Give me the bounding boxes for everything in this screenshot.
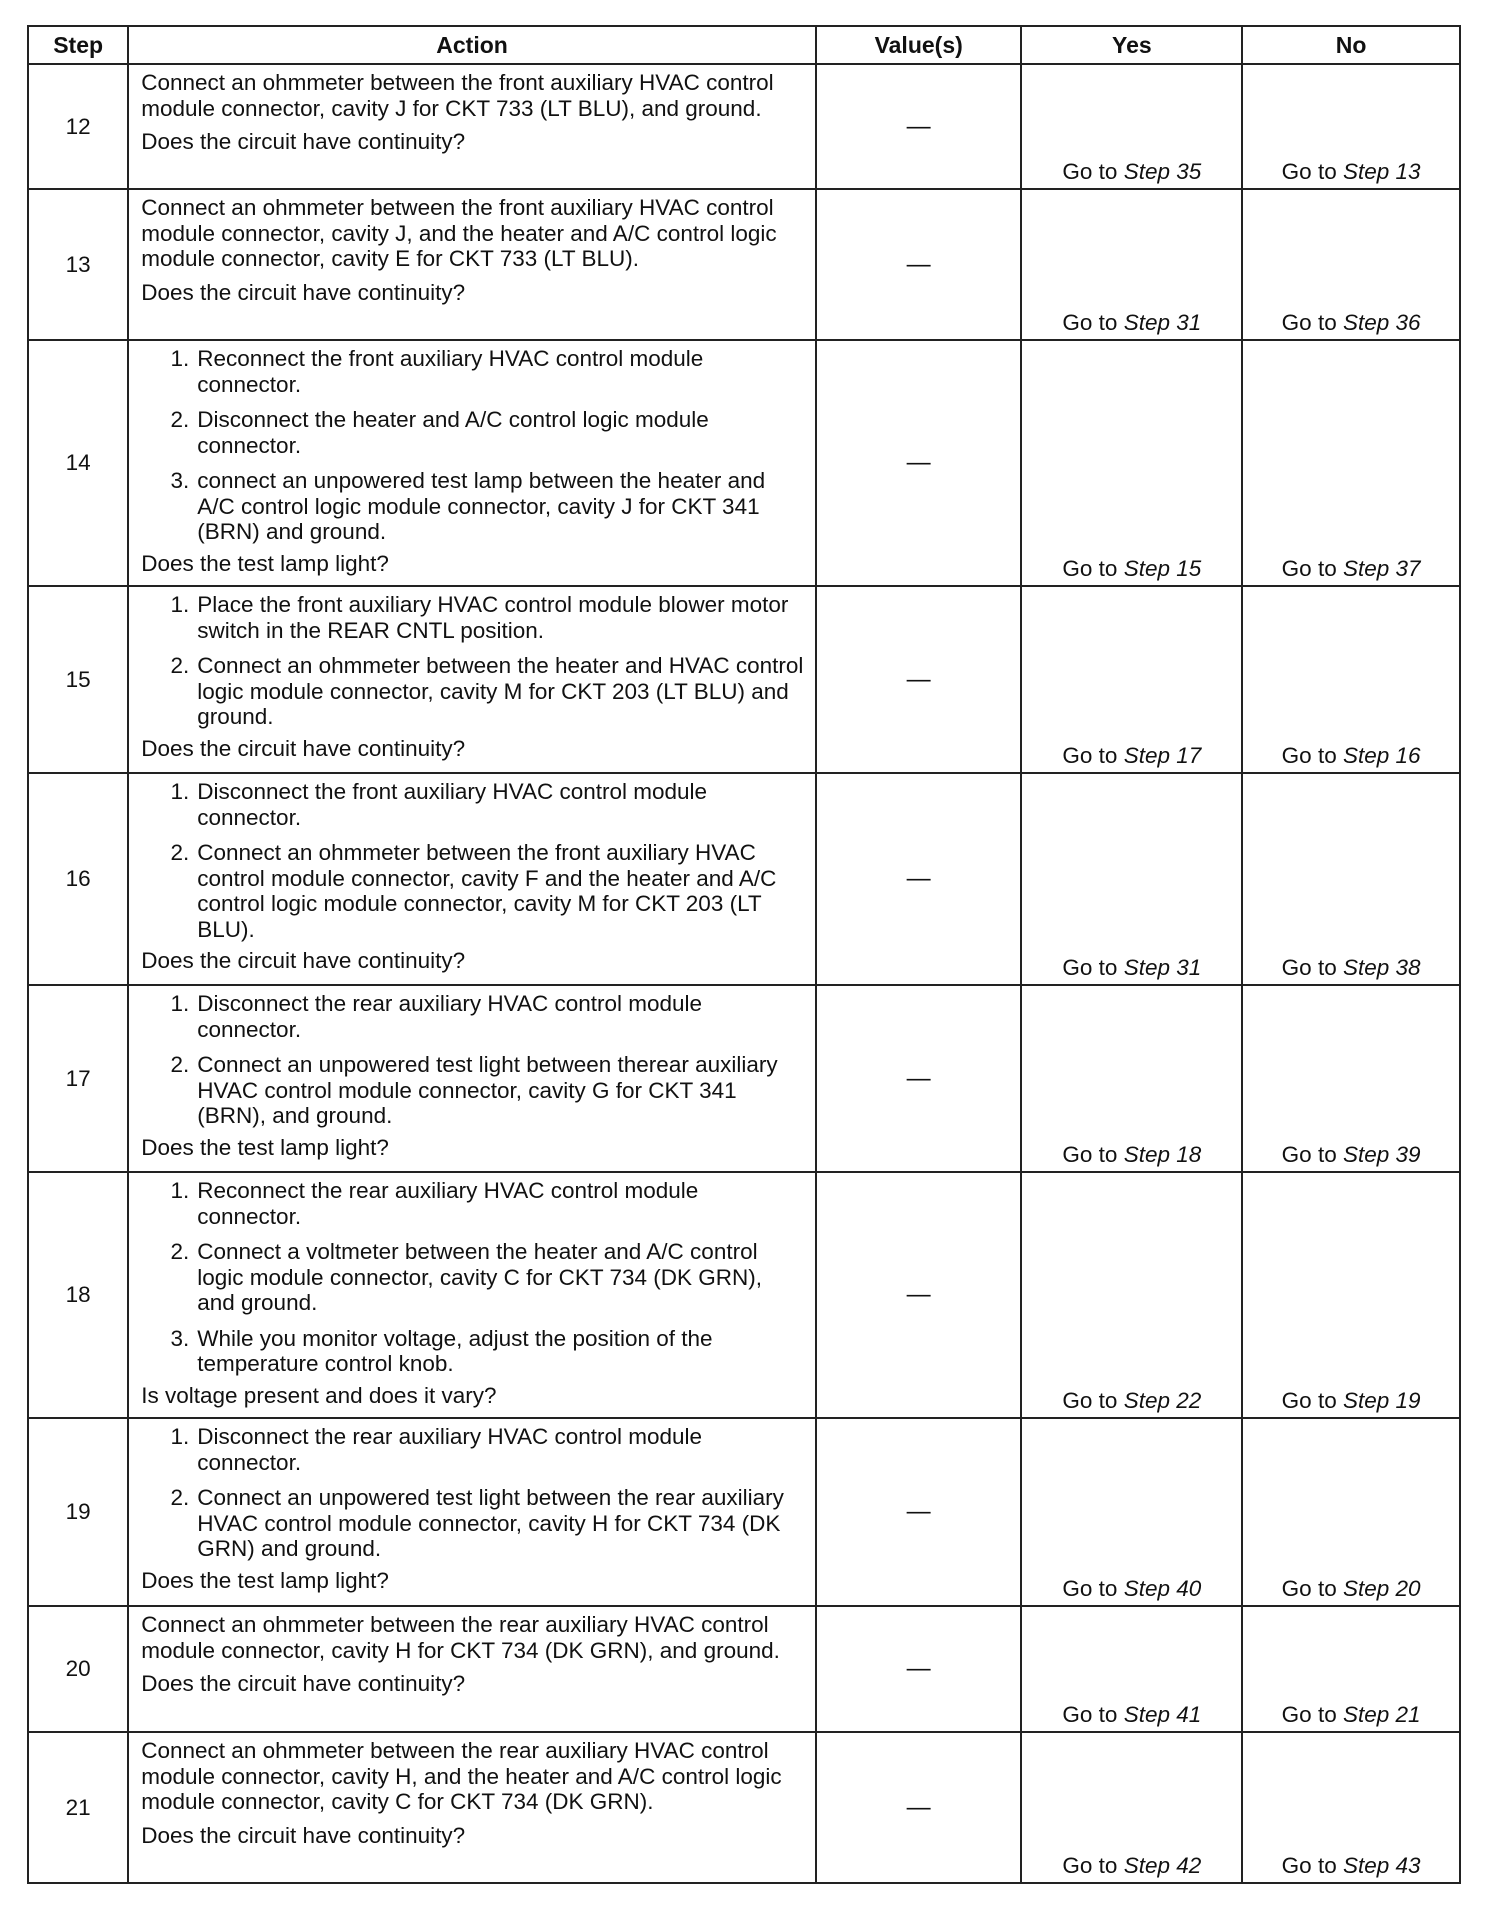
value-cell: — (816, 1172, 1022, 1418)
action-step-number: 2. (170, 407, 190, 432)
step-word: Step (1342, 1852, 1390, 1878)
action-step-number: 1. (170, 592, 190, 617)
action-step-item (141, 1424, 805, 1475)
header-no: No (1242, 26, 1460, 64)
no-cell (1242, 1732, 1460, 1883)
yes-cell (1021, 340, 1242, 586)
go-to-yes-link[interactable] (1062, 556, 1201, 581)
action-step-number: 1. (170, 346, 190, 371)
yes-cell (1021, 773, 1242, 985)
step-number: 15 (28, 586, 128, 773)
value-cell: — (816, 189, 1022, 340)
go-to-prefix: Go to (1062, 742, 1118, 768)
no-cell (1242, 985, 1460, 1172)
step-word: Step (1123, 1387, 1170, 1413)
step-word: Step (1123, 1852, 1170, 1878)
go-to-no-link[interactable] (1282, 1576, 1421, 1601)
table-row (28, 64, 1460, 189)
action-instruction: Connect an ohmmeter between the front auxiliary HVAC control module connector, cavity J, and the heater and A/C control logic module connector, cavity E for CKT 733 (LT BLU). (141, 195, 777, 271)
step-number: 18 (28, 1172, 128, 1418)
value-cell: — (816, 586, 1022, 773)
value-cell: — (816, 64, 1022, 189)
go-to-no-link[interactable] (1282, 1142, 1421, 1167)
table-row (28, 1732, 1460, 1883)
action-cell (128, 1418, 816, 1606)
action-question: Does the circuit have continuity? (141, 735, 466, 761)
target-step-number: 42 (1176, 1852, 1202, 1878)
action-cell (128, 340, 816, 586)
go-to-prefix: Go to (1062, 309, 1118, 335)
go-to-yes-link[interactable] (1062, 743, 1201, 768)
go-to-prefix: Go to (1062, 954, 1118, 980)
step-word: Step (1123, 158, 1170, 184)
go-to-prefix: Go to (1281, 742, 1337, 768)
action-steps-list (141, 346, 805, 545)
value-cell: — (816, 1732, 1022, 1883)
action-instruction: Connect an ohmmeter between the rear auxiliary HVAC control module connector, cavity H for CKT 734 (DK GRN), and ground. (141, 1612, 780, 1663)
action-step-text: Place the front auxiliary HVAC control module blower motor switch in the REAR CNTL position. (197, 592, 789, 643)
action-steps-list (141, 1424, 805, 1562)
action-question: Does the circuit have continuity? (141, 948, 466, 973)
go-to-prefix: Go to (1281, 158, 1337, 184)
action-question: Does the test lamp light? (141, 550, 389, 576)
header-action: Action (128, 26, 816, 64)
go-to-step-ref (1343, 310, 1421, 335)
action-step-text: Reconnect the rear auxiliary HVAC control module connector. (197, 1178, 699, 1229)
go-to-no-link[interactable] (1282, 1388, 1421, 1413)
target-step-number: 15 (1176, 555, 1202, 581)
go-to-prefix: Go to (1062, 1575, 1118, 1601)
go-to-step-ref (1124, 1142, 1202, 1167)
table-row (28, 340, 1460, 586)
header-step: Step (28, 26, 128, 64)
action-step-item (141, 468, 805, 545)
action-step-item (141, 1485, 805, 1562)
go-to-prefix: Go to (1281, 1387, 1337, 1413)
action-steps-list (141, 991, 805, 1129)
go-to-yes-link[interactable] (1062, 159, 1201, 184)
step-number: 17 (28, 985, 128, 1172)
action-steps-list (141, 779, 805, 942)
action-steps-list (141, 592, 805, 730)
header-yes: Yes (1021, 26, 1242, 64)
step-number: 14 (28, 340, 128, 586)
diagnostic-table (27, 25, 1461, 1884)
target-step-number: 17 (1176, 742, 1202, 768)
action-step-text: Connect an unpowered test light between the rear auxiliary HVAC control module connector, cavity H for CKT 734 (DK GRN) and ground. (197, 1485, 784, 1561)
action-question: Does the test lamp light? (141, 1134, 389, 1160)
action-step-number: 1. (170, 991, 190, 1016)
step-number: 20 (28, 1606, 128, 1732)
action-step-item (141, 653, 805, 730)
action-cell (128, 1172, 816, 1418)
action-steps-list (141, 1178, 805, 1377)
step-word: Step (1342, 555, 1390, 581)
value-cell: — (816, 340, 1022, 586)
action-step-item (141, 1052, 805, 1129)
action-cell (128, 189, 816, 340)
go-to-prefix: Go to (1062, 158, 1118, 184)
go-to-step-ref (1343, 556, 1421, 581)
no-cell (1242, 586, 1460, 773)
target-step-number: 31 (1176, 309, 1202, 335)
go-to-prefix: Go to (1281, 1701, 1337, 1727)
target-step-number: 19 (1395, 1387, 1421, 1413)
action-step-text: connect an unpowered test lamp between the heater and A/C control logic module connector, cavity J for CKT 341 (BRN) and ground. (197, 468, 766, 544)
yes-cell (1021, 586, 1242, 773)
no-cell (1242, 1418, 1460, 1606)
table-row (28, 1606, 1460, 1732)
target-step-number: 21 (1395, 1701, 1421, 1727)
table-row (28, 985, 1460, 1172)
no-cell (1242, 64, 1460, 189)
action-cell (128, 1732, 816, 1883)
step-word: Step (1123, 309, 1170, 335)
value-cell: — (816, 1606, 1022, 1732)
target-step-number: 40 (1176, 1575, 1202, 1601)
go-to-step-ref (1343, 955, 1421, 980)
target-step-number: 22 (1176, 1387, 1202, 1413)
header-row (28, 26, 1460, 64)
action-step-text: Connect a voltmeter between the heater and A/C control logic module connector, cavity C for CKT 734 (DK GRN), and ground. (197, 1239, 763, 1315)
go-to-prefix: Go to (1281, 1575, 1337, 1601)
action-step-text: Disconnect the heater and A/C control logic module connector. (197, 407, 709, 458)
value-cell: — (816, 1418, 1022, 1606)
action-step-text: Disconnect the front auxiliary HVAC control module connector. (197, 779, 708, 830)
action-instruction: Connect an ohmmeter between the rear auxiliary HVAC control module connector, cavity H, and the heater and A/C control logic module connector, cavity C for CKT 734 (DK GRN). (141, 1738, 782, 1814)
go-to-prefix: Go to (1281, 309, 1337, 335)
step-number: 19 (28, 1418, 128, 1606)
step-word: Step (1123, 1141, 1170, 1167)
go-to-step-ref (1124, 1576, 1202, 1601)
go-to-prefix: Go to (1062, 1701, 1118, 1727)
action-step-text: Connect an ohmmeter between the front auxiliary HVAC control module connector, cavity F and the heater and A/C control logic module connector, cavity M for CKT 203 (LT BLU). (197, 840, 777, 942)
action-step-number: 2. (170, 1485, 190, 1510)
action-step-number: 2. (170, 840, 190, 865)
action-cell (128, 64, 816, 189)
go-to-step-ref (1124, 743, 1202, 768)
step-word: Step (1342, 1575, 1390, 1601)
action-cell (128, 773, 816, 985)
go-to-no-link[interactable] (1282, 1702, 1421, 1727)
action-question: Is voltage present and does it vary? (141, 1382, 497, 1408)
action-step-item (141, 1178, 805, 1229)
go-to-step-ref (1124, 1853, 1202, 1878)
step-word: Step (1342, 158, 1390, 184)
step-number: 13 (28, 189, 128, 340)
target-step-number: 38 (1395, 954, 1421, 980)
yes-cell (1021, 189, 1242, 340)
go-to-yes-link[interactable] (1062, 1853, 1201, 1878)
no-cell (1242, 340, 1460, 586)
yes-cell (1021, 985, 1242, 1172)
action-step-item (141, 346, 805, 397)
target-step-number: 31 (1176, 954, 1202, 980)
go-to-prefix: Go to (1062, 1387, 1118, 1413)
action-instruction: Connect an ohmmeter between the front auxiliary HVAC control module connector, cavity J for CKT 733 (LT BLU), and ground. (141, 70, 774, 121)
yes-cell (1021, 1606, 1242, 1732)
action-cell (128, 985, 816, 1172)
go-to-yes-link[interactable] (1062, 1142, 1201, 1167)
go-to-yes-link[interactable] (1062, 1702, 1201, 1727)
step-word: Step (1342, 1387, 1390, 1413)
step-word: Step (1342, 1701, 1390, 1727)
no-cell (1242, 189, 1460, 340)
table-row (28, 1418, 1460, 1606)
go-to-step-ref (1124, 310, 1202, 335)
go-to-no-link[interactable] (1282, 556, 1421, 581)
action-cell (128, 1606, 816, 1732)
action-step-number: 2. (170, 1239, 190, 1264)
no-cell (1242, 1172, 1460, 1418)
target-step-number: 36 (1395, 309, 1421, 335)
target-step-number: 41 (1176, 1701, 1202, 1727)
go-to-no-link[interactable] (1282, 159, 1421, 184)
action-step-item (141, 840, 805, 942)
target-step-number: 16 (1395, 742, 1421, 768)
go-to-no-link[interactable] (1282, 955, 1421, 980)
action-step-number: 3. (170, 1325, 190, 1351)
go-to-step-ref (1124, 1702, 1202, 1727)
target-step-number: 35 (1176, 158, 1202, 184)
action-step-number: 1. (170, 779, 190, 804)
action-step-item (141, 592, 805, 643)
yes-cell (1021, 1418, 1242, 1606)
step-word: Step (1123, 954, 1170, 980)
action-step-item (141, 779, 805, 830)
header-values: Value(s) (816, 26, 1022, 64)
go-to-prefix: Go to (1281, 555, 1337, 581)
action-step-number: 2. (170, 653, 190, 678)
table-row (28, 1172, 1460, 1418)
no-cell (1242, 773, 1460, 985)
action-step-text: While you monitor voltage, adjust the position of the temperature control knob. (197, 1325, 713, 1376)
go-to-prefix: Go to (1062, 1852, 1118, 1878)
action-step-number: 3. (170, 468, 190, 493)
step-word: Step (1342, 742, 1390, 768)
go-to-step-ref (1343, 1142, 1421, 1167)
diagnostic-table-sheet (27, 25, 1461, 1884)
action-step-text: Disconnect the rear auxiliary HVAC control module connector. (197, 991, 703, 1042)
table-body (28, 64, 1460, 1883)
target-step-number: 18 (1176, 1141, 1202, 1167)
go-to-step-ref (1124, 159, 1202, 184)
target-step-number: 43 (1395, 1852, 1421, 1878)
action-question: Does the circuit have continuity? (141, 279, 466, 305)
yes-cell (1021, 1172, 1242, 1418)
yes-cell (1021, 1732, 1242, 1883)
step-word: Step (1123, 1575, 1170, 1601)
go-to-step-ref (1124, 955, 1202, 980)
go-to-step-ref (1343, 159, 1421, 184)
action-step-text: Disconnect the rear auxiliary HVAC control module connector. (197, 1424, 703, 1475)
go-to-prefix: Go to (1062, 555, 1118, 581)
target-step-number: 13 (1395, 158, 1421, 184)
action-question: Does the circuit have continuity? (141, 129, 466, 154)
target-step-number: 20 (1395, 1575, 1421, 1601)
target-step-number: 37 (1395, 555, 1421, 581)
action-step-number: 1. (170, 1178, 190, 1203)
action-step-text: Connect an ohmmeter between the heater and HVAC control logic module connector, cavity M for CKT 203 (LT BLU) and ground. (197, 653, 804, 729)
action-step-number: 1. (170, 1424, 190, 1449)
action-step-text: Reconnect the front auxiliary HVAC control module connector. (197, 346, 704, 397)
go-to-prefix: Go to (1281, 954, 1337, 980)
go-to-step-ref (1124, 1388, 1202, 1413)
go-to-no-link[interactable] (1282, 310, 1421, 335)
step-word: Step (1123, 742, 1170, 768)
step-word: Step (1342, 309, 1390, 335)
no-cell (1242, 1606, 1460, 1732)
go-to-step-ref (1343, 743, 1421, 768)
table-row (28, 189, 1460, 340)
go-to-yes-link[interactable] (1062, 310, 1201, 335)
table-row (28, 586, 1460, 773)
action-step-item (141, 1239, 805, 1316)
action-question: Does the test lamp light? (141, 1567, 389, 1593)
go-to-no-link[interactable] (1282, 743, 1421, 768)
go-to-step-ref (1124, 556, 1202, 581)
go-to-no-link[interactable] (1282, 1853, 1421, 1878)
go-to-prefix: Go to (1281, 1852, 1337, 1878)
step-number: 21 (28, 1732, 128, 1883)
go-to-yes-link[interactable] (1062, 1576, 1201, 1601)
value-cell: — (816, 773, 1022, 985)
step-word: Step (1342, 1141, 1390, 1167)
go-to-prefix: Go to (1062, 1141, 1118, 1167)
step-number: 12 (28, 64, 128, 189)
action-question: Does the circuit have continuity? (141, 1671, 466, 1696)
value-cell: — (816, 985, 1022, 1172)
yes-cell (1021, 64, 1242, 189)
action-question: Does the circuit have continuity? (141, 1822, 466, 1848)
action-step-text: Connect an unpowered test light between therear auxiliary HVAC control module connector, cavity G for CKT 341 (BRN), and ground. (197, 1052, 778, 1128)
go-to-step-ref (1343, 1576, 1421, 1601)
step-word: Step (1123, 1701, 1170, 1727)
go-to-step-ref (1343, 1388, 1421, 1413)
go-to-prefix: Go to (1281, 1141, 1337, 1167)
action-step-item (141, 991, 805, 1042)
table-row (28, 773, 1460, 985)
action-step-number: 2. (170, 1052, 190, 1077)
go-to-yes-link[interactable] (1062, 1388, 1201, 1413)
step-number: 16 (28, 773, 128, 985)
action-step-item (141, 407, 805, 458)
action-cell (128, 586, 816, 773)
go-to-yes-link[interactable] (1062, 955, 1201, 980)
step-word: Step (1342, 954, 1390, 980)
go-to-step-ref (1343, 1853, 1421, 1878)
go-to-step-ref (1343, 1702, 1421, 1727)
step-word: Step (1123, 555, 1170, 581)
target-step-number: 39 (1395, 1141, 1421, 1167)
action-step-item (141, 1326, 805, 1377)
